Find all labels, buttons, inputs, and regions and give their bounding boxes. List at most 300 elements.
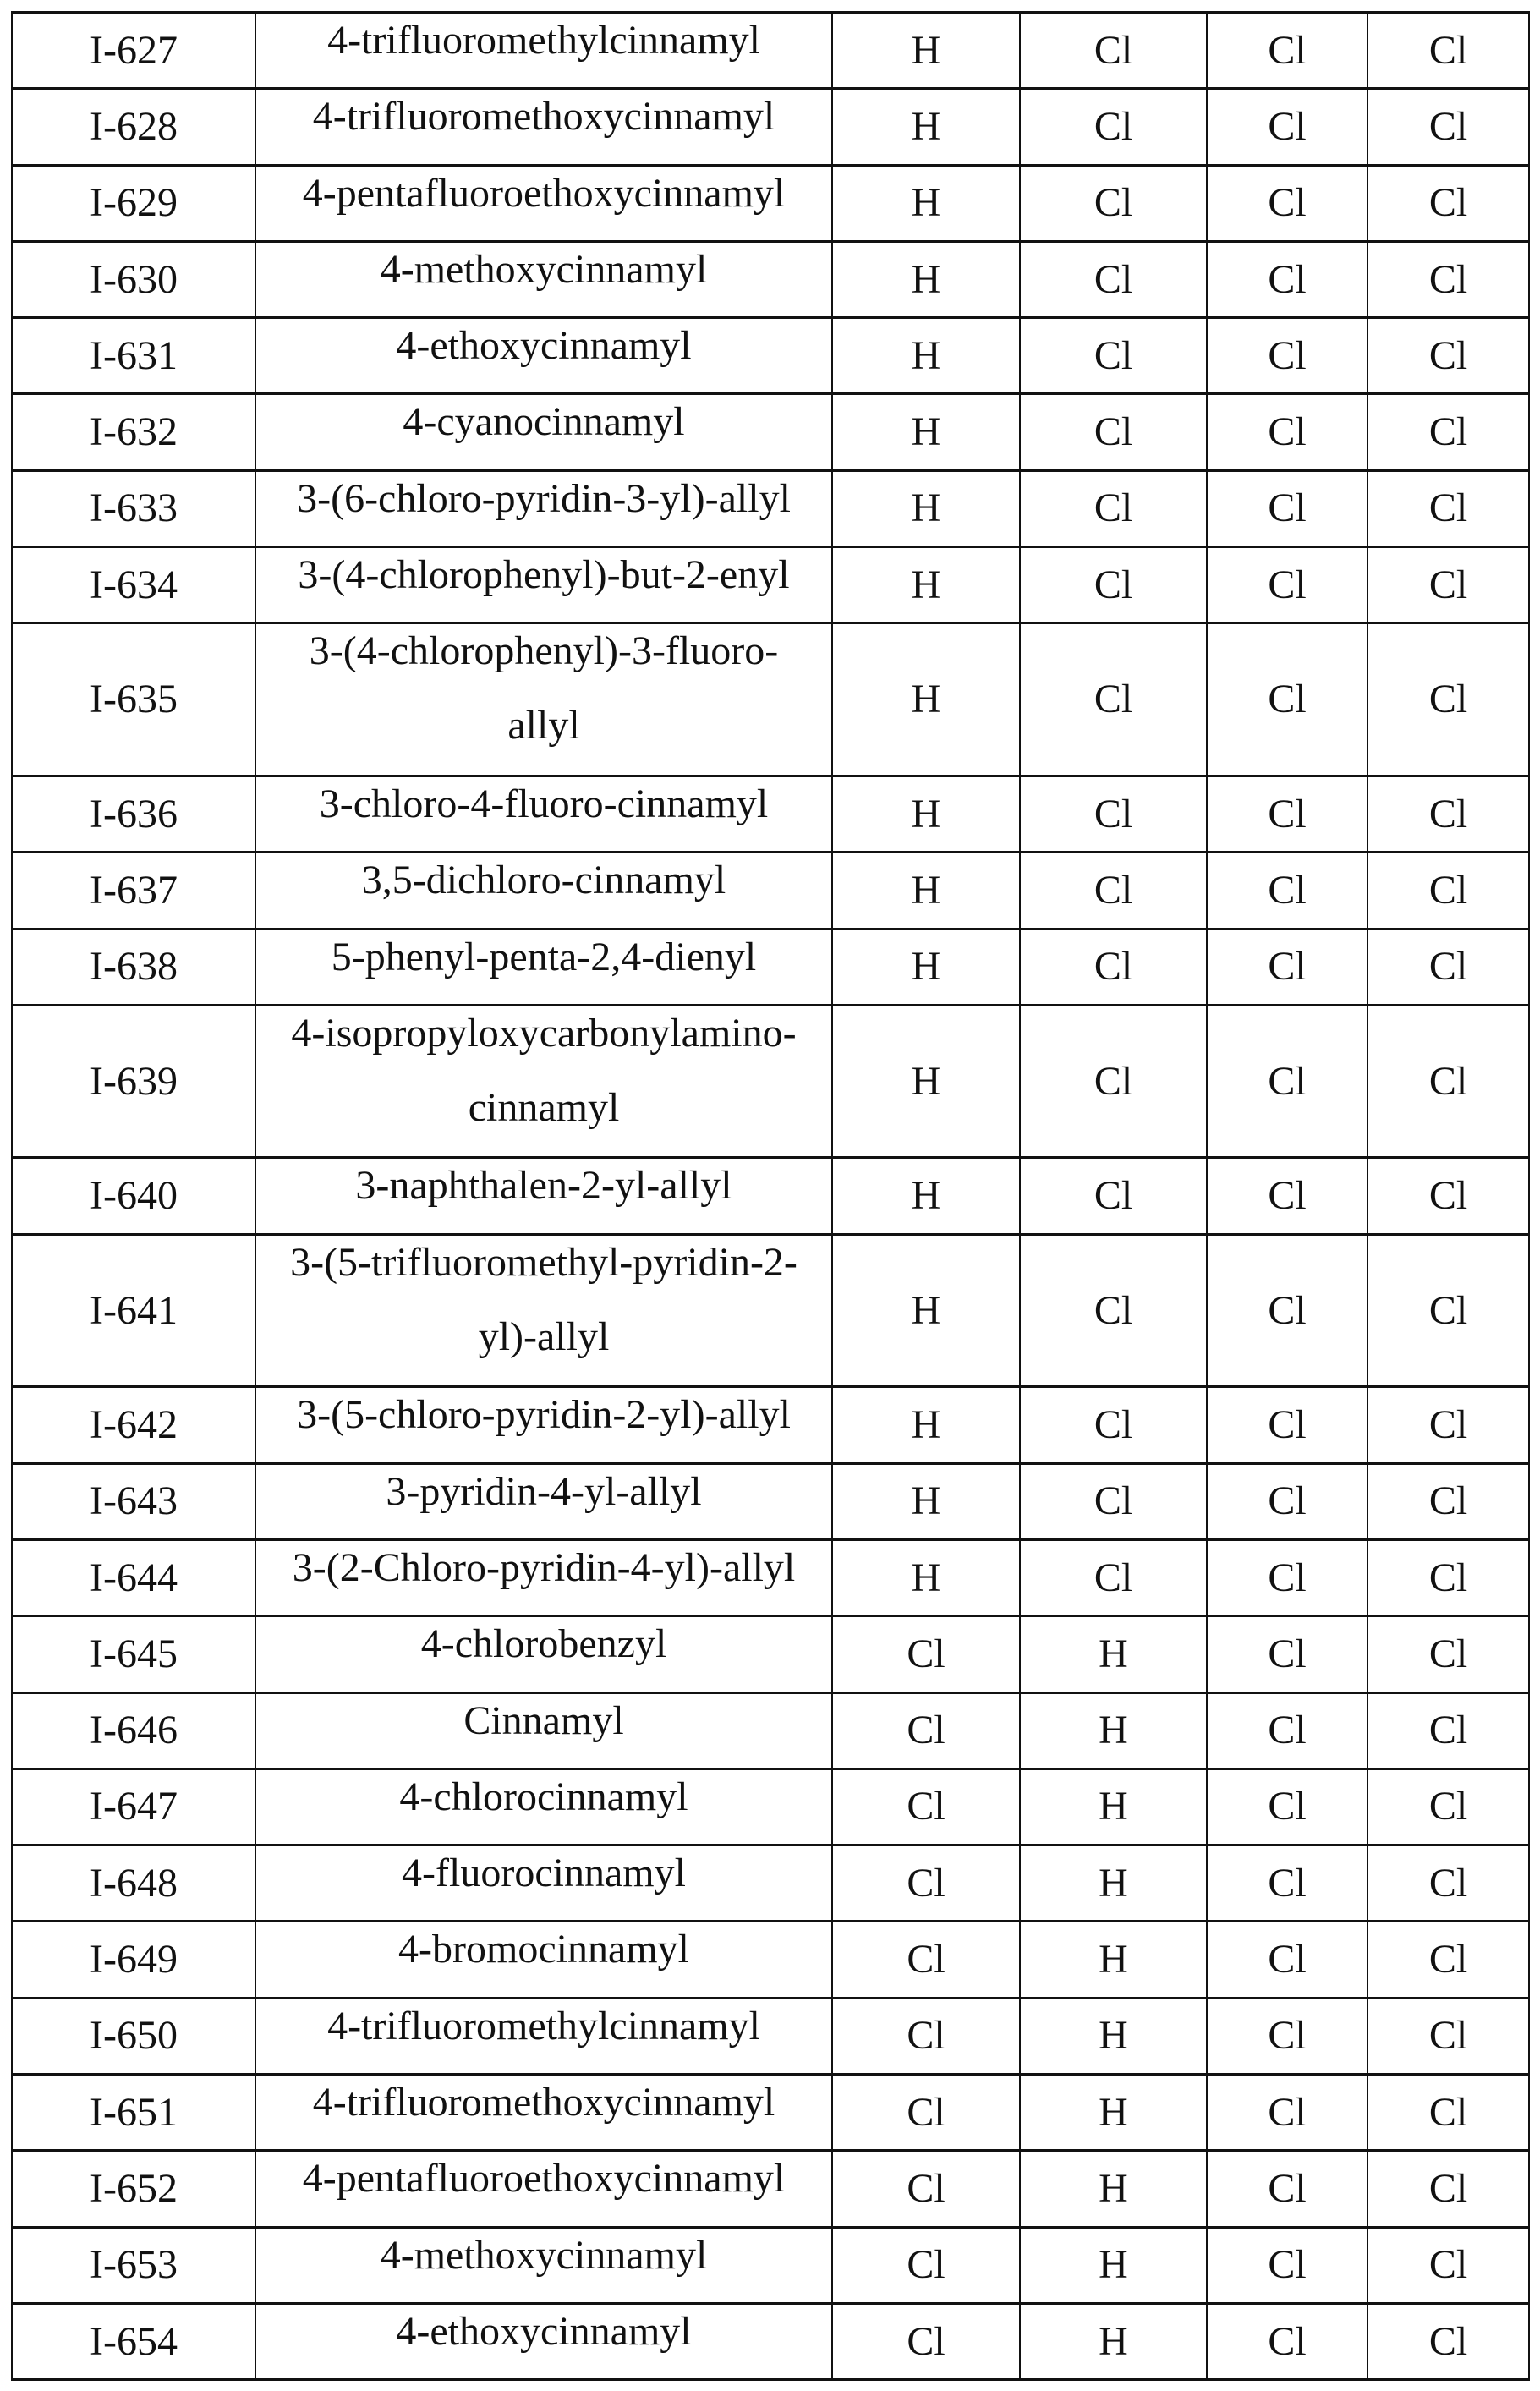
r2-cell xyxy=(1020,547,1207,623)
r3-cell xyxy=(1207,13,1367,89)
r4-value: Cl xyxy=(1428,332,1468,378)
r1-value: Cl xyxy=(907,2318,945,2364)
substituent-name: 4-trifluoromethylcinnamyl xyxy=(327,2003,760,2048)
r2-value: Cl xyxy=(1093,1287,1133,1333)
r2-cell xyxy=(1020,1463,1207,1539)
r4-cell xyxy=(1367,1539,1529,1615)
table-row xyxy=(12,853,1529,929)
table-row xyxy=(12,1387,1529,1463)
r3-value: Cl xyxy=(1268,2013,1307,2059)
r2-cell xyxy=(1020,1005,1207,1158)
substituent-cell xyxy=(255,13,832,89)
substituent-name: Cinnamyl xyxy=(463,1697,624,1743)
r3-value: Cl xyxy=(1268,2318,1307,2364)
compound-id-cell xyxy=(12,2303,255,2379)
r4-value: Cl xyxy=(1428,103,1468,149)
r3-cell xyxy=(1207,2303,1367,2379)
r3-cell xyxy=(1207,1922,1367,1998)
compound-id-cell xyxy=(12,1539,255,1615)
compound-id-cell xyxy=(12,929,255,1005)
table-row xyxy=(12,1692,1529,1769)
compound-id: I-643 xyxy=(90,1478,178,1524)
r2-value: H xyxy=(1099,1708,1128,1753)
substituent-cell xyxy=(255,1692,832,1769)
r4-cell xyxy=(1367,241,1529,317)
substituent-name: 3-(4-chlorophenyl)-3-fluoro-allyl xyxy=(309,628,779,749)
table-row xyxy=(12,318,1529,394)
r4-value: Cl xyxy=(1428,1860,1468,1906)
substituent-cell xyxy=(255,1463,832,1539)
r2-value: H xyxy=(1099,2242,1128,2288)
r3-cell xyxy=(1207,2227,1367,2303)
r3-value: Cl xyxy=(1268,791,1307,836)
r4-cell xyxy=(1367,89,1529,165)
r1-value: Cl xyxy=(907,2242,945,2288)
compound-id: I-639 xyxy=(90,1058,178,1104)
table-row xyxy=(12,1922,1529,1998)
r4-cell xyxy=(1367,470,1529,546)
table-row xyxy=(12,2075,1529,2151)
r3-cell xyxy=(1207,318,1367,394)
r4-value: Cl xyxy=(1428,1173,1468,1219)
r1-value: Cl xyxy=(907,2089,945,2135)
compound-id: I-636 xyxy=(90,791,178,836)
r1-value: Cl xyxy=(907,1937,945,1982)
substituent-cell xyxy=(255,165,832,241)
r2-cell xyxy=(1020,1845,1207,1922)
r4-cell xyxy=(1367,1158,1529,1234)
r2-cell xyxy=(1020,2151,1207,2227)
substituent-name: 3-naphthalen-2-yl-allyl xyxy=(355,1163,732,1209)
substituent-name: 4-cyanocinnamyl xyxy=(403,399,685,445)
r2-value: Cl xyxy=(1093,27,1133,73)
r4-cell xyxy=(1367,1387,1529,1463)
r1-cell xyxy=(832,318,1020,394)
compound-id-cell xyxy=(12,165,255,241)
r3-value: Cl xyxy=(1268,1058,1307,1104)
r1-cell xyxy=(832,2151,1020,2227)
r4-cell xyxy=(1367,547,1529,623)
compound-id-cell xyxy=(12,1234,255,1387)
table-row xyxy=(12,2303,1529,2379)
substituent-cell xyxy=(255,1539,832,1615)
r3-cell xyxy=(1207,853,1367,929)
substituent-cell xyxy=(255,1845,832,1922)
r3-value: Cl xyxy=(1268,256,1307,302)
r1-cell xyxy=(832,929,1020,1005)
compound-id: I-629 xyxy=(90,180,178,226)
r2-value: Cl xyxy=(1093,1401,1133,1447)
substituent-cell xyxy=(255,2227,832,2303)
r2-cell xyxy=(1020,1769,1207,1845)
substituent-cell xyxy=(255,547,832,623)
table-row xyxy=(12,1539,1529,1615)
r2-cell xyxy=(1020,1616,1207,1692)
r1-cell xyxy=(832,1922,1020,1998)
compound-id: I-641 xyxy=(90,1287,178,1333)
r3-cell xyxy=(1207,241,1367,317)
r1-cell xyxy=(832,1234,1020,1387)
compound-id: I-654 xyxy=(90,2318,178,2364)
r1-value: H xyxy=(911,180,941,226)
substituent-cell xyxy=(255,1234,832,1387)
r2-cell xyxy=(1020,241,1207,317)
r2-value: Cl xyxy=(1093,180,1133,226)
r4-cell xyxy=(1367,165,1529,241)
substituent-cell xyxy=(255,470,832,546)
r1-value: H xyxy=(911,1478,941,1524)
r2-value: Cl xyxy=(1093,677,1133,722)
table-row xyxy=(12,1234,1529,1387)
substituent-name: 3,5-dichloro-cinnamyl xyxy=(361,858,726,903)
r3-value: Cl xyxy=(1268,562,1307,607)
substituent-cell xyxy=(255,623,832,776)
r3-cell xyxy=(1207,1769,1367,1845)
r1-cell xyxy=(832,1998,1020,2074)
r1-value: H xyxy=(911,256,941,302)
compound-id: I-637 xyxy=(90,867,178,913)
r1-value: H xyxy=(911,27,941,73)
substituent-name: 4-bromocinnamyl xyxy=(398,1927,689,1972)
r2-value: H xyxy=(1099,2318,1128,2364)
r1-cell xyxy=(832,623,1020,776)
r1-cell xyxy=(832,1158,1020,1234)
r4-cell xyxy=(1367,1463,1529,1539)
r2-value: H xyxy=(1099,2089,1128,2135)
compound-id: I-649 xyxy=(90,1937,178,1982)
r3-cell xyxy=(1207,165,1367,241)
r2-value: H xyxy=(1099,1631,1128,1676)
r4-value: Cl xyxy=(1428,1631,1468,1676)
r4-value: Cl xyxy=(1428,485,1468,531)
r1-value: Cl xyxy=(907,2013,945,2059)
r1-cell xyxy=(832,13,1020,89)
r3-cell xyxy=(1207,1692,1367,1769)
r2-cell xyxy=(1020,2075,1207,2151)
r1-cell xyxy=(832,1769,1020,1845)
r2-value: H xyxy=(1099,1860,1128,1906)
substituent-cell xyxy=(255,1922,832,1998)
r1-value: H xyxy=(911,1555,941,1600)
r3-cell xyxy=(1207,394,1367,470)
table-row xyxy=(12,1616,1529,1692)
substituent-cell xyxy=(255,1158,832,1234)
r3-cell xyxy=(1207,1463,1367,1539)
r1-value: H xyxy=(911,1287,941,1333)
r2-value: Cl xyxy=(1093,256,1133,302)
substituent-name: 4-methoxycinnamyl xyxy=(380,246,708,292)
r2-cell xyxy=(1020,1539,1207,1615)
r2-cell xyxy=(1020,1387,1207,1463)
substituent-name: 4-trifluoromethoxycinnamyl xyxy=(312,2080,775,2125)
r4-value: Cl xyxy=(1428,409,1468,455)
r4-cell xyxy=(1367,853,1529,929)
r4-cell xyxy=(1367,1005,1529,1158)
r2-value: Cl xyxy=(1093,409,1133,455)
compound-id-cell xyxy=(12,1845,255,1922)
r1-cell xyxy=(832,547,1020,623)
r2-cell xyxy=(1020,1234,1207,1387)
r1-value: H xyxy=(911,409,941,455)
r2-cell xyxy=(1020,13,1207,89)
substituent-name: 3-(5-chloro-pyridin-2-yl)-allyl xyxy=(297,1392,791,1438)
r4-value: Cl xyxy=(1428,2318,1468,2364)
r1-cell xyxy=(832,853,1020,929)
r2-cell xyxy=(1020,1998,1207,2074)
r1-cell xyxy=(832,241,1020,317)
r3-value: Cl xyxy=(1268,332,1307,378)
r3-value: Cl xyxy=(1268,2089,1307,2135)
r3-value: Cl xyxy=(1268,1860,1307,1906)
substituent-cell xyxy=(255,776,832,852)
table-row xyxy=(12,1463,1529,1539)
r1-value: H xyxy=(911,1058,941,1104)
r4-value: Cl xyxy=(1428,180,1468,226)
substituent-cell xyxy=(255,853,832,929)
r1-cell xyxy=(832,1539,1020,1615)
substituent-cell xyxy=(255,929,832,1005)
compound-id-cell xyxy=(12,1692,255,1769)
compound-id: I-648 xyxy=(90,1860,178,1906)
r2-value: Cl xyxy=(1093,867,1133,913)
r3-cell xyxy=(1207,1387,1367,1463)
r3-cell xyxy=(1207,89,1367,165)
r4-value: Cl xyxy=(1428,2089,1468,2135)
r2-value: Cl xyxy=(1093,103,1133,149)
r2-cell xyxy=(1020,853,1207,929)
r4-value: Cl xyxy=(1428,1401,1468,1447)
substituent-name: 4-pentafluoroethoxycinnamyl xyxy=(302,2156,786,2202)
r3-value: Cl xyxy=(1268,180,1307,226)
compound-id-cell xyxy=(12,1998,255,2074)
compound-id: I-653 xyxy=(90,2242,178,2288)
substituent-name: 4-methoxycinnamyl xyxy=(380,2232,708,2278)
r1-value: H xyxy=(911,867,941,913)
compound-id-cell xyxy=(12,470,255,546)
r1-cell xyxy=(832,2227,1020,2303)
compound-id-cell xyxy=(12,623,255,776)
r2-cell xyxy=(1020,470,1207,546)
r1-value: H xyxy=(911,1173,941,1219)
substituent-cell xyxy=(255,1616,832,1692)
compound-id: I-646 xyxy=(90,1708,178,1753)
r2-cell xyxy=(1020,776,1207,852)
r4-cell xyxy=(1367,1845,1529,1922)
r2-value: H xyxy=(1099,2013,1128,2059)
compound-id: I-651 xyxy=(90,2089,178,2135)
r1-value: H xyxy=(911,562,941,607)
r3-value: Cl xyxy=(1268,2165,1307,2211)
r1-value: H xyxy=(911,677,941,722)
r1-cell xyxy=(832,1387,1020,1463)
compound-id: I-632 xyxy=(90,409,178,455)
r4-cell xyxy=(1367,1998,1529,2074)
r2-value: Cl xyxy=(1093,1555,1133,1600)
substituent-name: 4-ethoxycinnamyl xyxy=(396,323,692,369)
r3-value: Cl xyxy=(1268,1937,1307,1982)
r3-value: Cl xyxy=(1268,944,1307,990)
compound-id-cell xyxy=(12,1616,255,1692)
r1-cell xyxy=(832,2303,1020,2379)
compound-id-cell xyxy=(12,853,255,929)
r1-cell xyxy=(832,1005,1020,1158)
r2-cell xyxy=(1020,165,1207,241)
table-row xyxy=(12,623,1529,776)
compound-id: I-627 xyxy=(90,27,178,73)
compound-id-cell xyxy=(12,776,255,852)
r3-value: Cl xyxy=(1268,27,1307,73)
r2-cell xyxy=(1020,929,1207,1005)
compound-id-cell xyxy=(12,547,255,623)
r3-cell xyxy=(1207,1005,1367,1158)
r4-value: Cl xyxy=(1428,944,1468,990)
r2-value: Cl xyxy=(1093,944,1133,990)
compound-id-cell xyxy=(12,318,255,394)
compound-id-cell xyxy=(12,13,255,89)
substituent-name: 3-(5-trifluoromethyl-pyridin-2-yl)-allyl xyxy=(290,1239,797,1359)
r4-cell xyxy=(1367,13,1529,89)
table-row xyxy=(12,394,1529,470)
compound-id-cell xyxy=(12,1158,255,1234)
r2-value: H xyxy=(1099,1937,1128,1982)
r1-value: Cl xyxy=(907,1631,945,1676)
r1-value: H xyxy=(911,791,941,836)
substituent-cell xyxy=(255,1769,832,1845)
r3-cell xyxy=(1207,1539,1367,1615)
substituent-name: 4-fluorocinnamyl xyxy=(402,1851,686,1896)
substituent-name: 3-chloro-4-fluoro-cinnamyl xyxy=(319,781,769,826)
r3-value: Cl xyxy=(1268,103,1307,149)
substituent-cell xyxy=(255,394,832,470)
compound-id-cell xyxy=(12,1463,255,1539)
r4-value: Cl xyxy=(1428,791,1468,836)
compound-id: I-652 xyxy=(90,2165,178,2211)
r3-value: Cl xyxy=(1268,1708,1307,1753)
compound-id-cell xyxy=(12,1005,255,1158)
compound-id: I-638 xyxy=(90,944,178,990)
substituent-cell xyxy=(255,1005,832,1158)
r3-cell xyxy=(1207,547,1367,623)
r1-cell xyxy=(832,776,1020,852)
substituent-cell xyxy=(255,318,832,394)
r2-cell xyxy=(1020,2303,1207,2379)
r4-value: Cl xyxy=(1428,562,1468,607)
substituent-name: 4-pentafluoroethoxycinnamyl xyxy=(302,170,786,216)
r2-cell xyxy=(1020,1922,1207,1998)
compound-id: I-631 xyxy=(90,332,178,378)
r3-cell xyxy=(1207,470,1367,546)
r4-value: Cl xyxy=(1428,677,1468,722)
r1-value: Cl xyxy=(907,1784,945,1829)
r4-cell xyxy=(1367,929,1529,1005)
r4-value: Cl xyxy=(1428,256,1468,302)
substituent-cell xyxy=(255,89,832,165)
r2-cell xyxy=(1020,1692,1207,1769)
r4-value: Cl xyxy=(1428,1708,1468,1753)
r1-value: H xyxy=(911,485,941,531)
r1-cell xyxy=(832,1463,1020,1539)
r3-value: Cl xyxy=(1268,867,1307,913)
table-row xyxy=(12,1998,1529,2074)
r3-value: Cl xyxy=(1268,485,1307,531)
table-row xyxy=(12,1005,1529,1158)
r1-value: H xyxy=(911,103,941,149)
table-row xyxy=(12,1158,1529,1234)
substituent-cell xyxy=(255,2303,832,2379)
r2-value: Cl xyxy=(1093,562,1133,607)
r1-cell xyxy=(832,394,1020,470)
table-row xyxy=(12,1845,1529,1922)
substituent-cell xyxy=(255,2075,832,2151)
compound-id: I-634 xyxy=(90,562,178,607)
r3-value: Cl xyxy=(1268,677,1307,722)
r4-value: Cl xyxy=(1428,2013,1468,2059)
compound-id: I-640 xyxy=(90,1173,178,1219)
table-row xyxy=(12,470,1529,546)
table-row xyxy=(12,165,1529,241)
r3-cell xyxy=(1207,776,1367,852)
r1-cell xyxy=(832,1692,1020,1769)
table-row xyxy=(12,2151,1529,2227)
substituent-name: 3-pyridin-4-yl-allyl xyxy=(386,1468,702,1514)
r3-value: Cl xyxy=(1268,409,1307,455)
r3-value: Cl xyxy=(1268,1401,1307,1447)
substituent-cell xyxy=(255,241,832,317)
r3-value: Cl xyxy=(1268,1631,1307,1676)
r2-cell xyxy=(1020,623,1207,776)
r1-cell xyxy=(832,1845,1020,1922)
r1-cell xyxy=(832,165,1020,241)
r1-cell xyxy=(832,2075,1020,2151)
r3-value: Cl xyxy=(1268,1478,1307,1524)
r3-cell xyxy=(1207,2075,1367,2151)
table-row xyxy=(12,241,1529,317)
table-row xyxy=(12,2227,1529,2303)
r4-cell xyxy=(1367,1616,1529,1692)
r3-value: Cl xyxy=(1268,1784,1307,1829)
substituent-name: 3-(6-chloro-pyridin-3-yl)-allyl xyxy=(297,475,791,521)
substituent-name: 4-chlorocinnamyl xyxy=(399,1774,688,1819)
r2-value: Cl xyxy=(1093,485,1133,531)
r2-cell xyxy=(1020,318,1207,394)
r4-value: Cl xyxy=(1428,1784,1468,1829)
r2-value: Cl xyxy=(1093,1173,1133,1219)
r4-cell xyxy=(1367,776,1529,852)
r4-value: Cl xyxy=(1428,27,1468,73)
compound-id: I-630 xyxy=(90,256,178,302)
substituent-cell xyxy=(255,2151,832,2227)
r2-value: Cl xyxy=(1093,791,1133,836)
compound-id: I-650 xyxy=(90,2013,178,2059)
r1-value: H xyxy=(911,332,941,378)
r4-value: Cl xyxy=(1428,1555,1468,1600)
table-row xyxy=(12,1769,1529,1845)
compound-id-cell xyxy=(12,1769,255,1845)
compound-id: I-645 xyxy=(90,1631,178,1676)
r3-cell xyxy=(1207,929,1367,1005)
r3-value: Cl xyxy=(1268,1287,1307,1333)
r4-cell xyxy=(1367,318,1529,394)
r2-value: H xyxy=(1099,2165,1128,2211)
r4-value: Cl xyxy=(1428,1058,1468,1104)
r4-cell xyxy=(1367,2303,1529,2379)
compound-id: I-628 xyxy=(90,103,178,149)
compound-id-cell xyxy=(12,1387,255,1463)
r1-value: Cl xyxy=(907,1860,945,1906)
r2-cell xyxy=(1020,1158,1207,1234)
table-body xyxy=(12,13,1529,2380)
table-row xyxy=(12,776,1529,852)
